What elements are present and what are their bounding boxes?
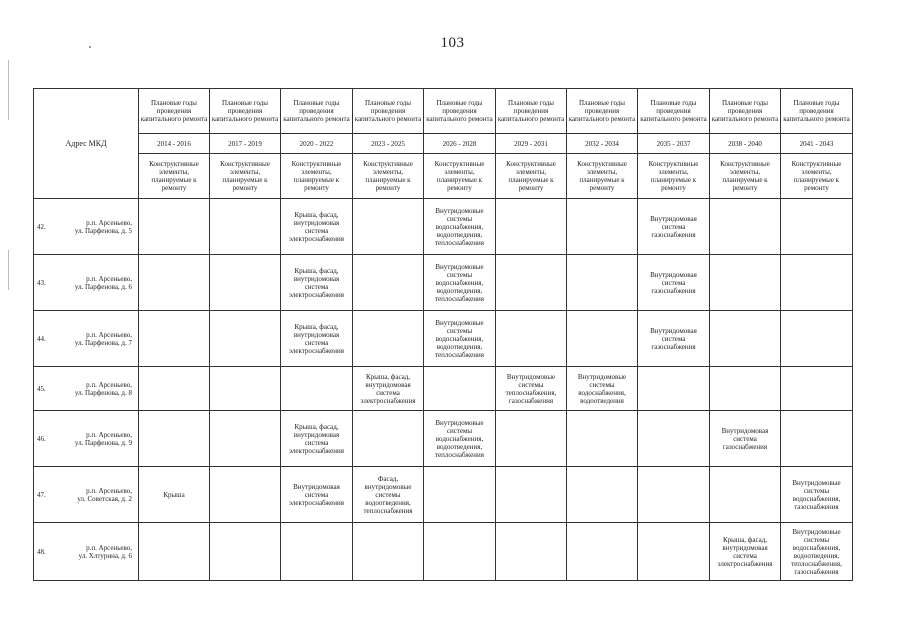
repair-cell [424, 467, 496, 523]
elements-header: Конструктивные элементы, планируемые к ремонту [353, 154, 424, 199]
repair-cell [781, 311, 853, 367]
table-row [34, 411, 853, 467]
repair-cell [353, 255, 424, 311]
repair-cell [139, 523, 210, 581]
repair-cell [496, 411, 567, 467]
repair-cell [210, 311, 281, 367]
period-cell: 2035 - 2037 [638, 134, 710, 154]
repair-cell: Внутридомовые системы теплоснабжения, газоснабжения [496, 367, 567, 411]
repair-cell [496, 311, 567, 367]
elements-header: Конструктивные элементы, планируемые к ремонту [281, 154, 353, 199]
address-line-street: ул. Парфенова, д. 7 [74, 338, 132, 347]
repair-cell [638, 467, 710, 523]
plan-years-header: Плановые годы проведения капитального ремонта [424, 89, 496, 134]
address-line-street: ул. Советская, д. 2 [77, 494, 132, 503]
scan-edge-mark [8, 60, 9, 120]
repair-cell [353, 523, 424, 581]
address-line-settlement: р.п. Арсеньево, [86, 486, 132, 495]
period-cell: 2023 - 2025 [353, 134, 424, 154]
repair-cell [210, 411, 281, 467]
row-number: 42. [34, 199, 54, 255]
header-row-elements [34, 154, 853, 199]
period-cell: 2026 - 2028 [424, 134, 496, 154]
plan-years-header: Плановые годы проведения капитального ремонта [210, 89, 281, 134]
repair-cell: Внутридомовые системы водоснабжения, водоотведения, теплоснабжения, газоснабжения [781, 523, 853, 581]
repair-cell [710, 255, 781, 311]
repair-cell: Крыша [139, 467, 210, 523]
repair-cell: Внутридомовые системы водоснабжения, водоотведения, теплоснабжения [424, 255, 496, 311]
repair-cell [210, 523, 281, 581]
address-line-street: ул. Парфенова, д. 9 [74, 438, 132, 447]
table-row [34, 467, 853, 523]
repair-cell [353, 199, 424, 255]
table-row [34, 367, 853, 411]
repair-cell [281, 523, 353, 581]
elements-header: Конструктивные элементы, планируемые к ремонту [710, 154, 781, 199]
header-row-periods [34, 134, 853, 154]
repair-cell [638, 367, 710, 411]
capital-repair-schedule-table [33, 88, 853, 581]
repair-cell: Крыша, фасад, внутридомовая система электроснабжения [710, 523, 781, 581]
repair-cell [139, 367, 210, 411]
page-number: 103 [440, 35, 465, 51]
repair-cell [496, 523, 567, 581]
plan-years-header: Плановые годы проведения капитального ремонта [353, 89, 424, 134]
period-cell: 2017 - 2019 [210, 134, 281, 154]
repair-cell [496, 467, 567, 523]
address-line-street: ул. Парфенова, д. 5 [74, 226, 132, 235]
period-cell: 2032 - 2034 [567, 134, 638, 154]
repair-cell [424, 523, 496, 581]
elements-header: Конструктивные элементы, планируемые к ремонту [210, 154, 281, 199]
repair-cell: Крыша, фасад, внутридомовая система электроснабжения [281, 411, 353, 467]
address-cell [54, 367, 139, 411]
scan-speck [89, 46, 91, 48]
repair-cell [139, 255, 210, 311]
period-cell: 2041 - 2043 [781, 134, 853, 154]
plan-years-header: Плановые годы проведения капитального ремонта [781, 89, 853, 134]
scan-edge-mark [8, 250, 9, 290]
repair-cell [353, 411, 424, 467]
repair-cell [281, 367, 353, 411]
period-cell: 2014 - 2016 [139, 134, 210, 154]
elements-header: Конструктивные элементы, планируемые к ремонту [638, 154, 710, 199]
repair-cell: Крыша, фасад, внутридомовая система электроснабжения [281, 311, 353, 367]
repair-cell [638, 411, 710, 467]
repair-cell [424, 367, 496, 411]
repair-cell [567, 255, 638, 311]
plan-years-header: Плановые годы проведения капитального ремонта [496, 89, 567, 134]
repair-cell: Внутридомовые системы водоснабжения, водоотведения, теплоснабжения [424, 199, 496, 255]
table-row [34, 255, 853, 311]
address-cell [54, 467, 139, 523]
elements-header: Конструктивные элементы, планируемые к ремонту [424, 154, 496, 199]
address-line-street: ул. Парфенова, д. 8 [74, 388, 132, 397]
repair-cell: Внутридомовая система газоснабжения [638, 255, 710, 311]
elements-header: Конструктивные элементы, планируемые к ремонту [567, 154, 638, 199]
plan-years-header: Плановые годы проведения капитального ремонта [710, 89, 781, 134]
repair-cell: Крыша, фасад, внутридомовая система электроснабжения [353, 367, 424, 411]
row-number: 44. [34, 311, 54, 367]
repair-cell [496, 199, 567, 255]
repair-cell [710, 311, 781, 367]
repair-cell [638, 523, 710, 581]
address-line-street: ул. Парфенова, д. 6 [74, 282, 132, 291]
row-number: 47. [34, 467, 54, 523]
repair-cell [710, 199, 781, 255]
address-line-street: ул. Хлтурина, д. 6 [78, 551, 132, 560]
address-cell [54, 255, 139, 311]
repair-cell [210, 255, 281, 311]
address-header: Адрес МКД [34, 89, 139, 199]
repair-cell [781, 199, 853, 255]
repair-cell: Крыша, фасад, внутридомовая система электроснабжения [281, 199, 353, 255]
address-line-settlement: р.п. Арсеньево, [86, 430, 132, 439]
address-cell [54, 411, 139, 467]
address-cell [54, 311, 139, 367]
address-line-settlement: р.п. Арсеньево, [86, 330, 132, 339]
repair-cell [781, 411, 853, 467]
address-line-settlement: р.п. Арсеньево, [86, 218, 132, 227]
repair-cell: Внутридомовая система газоснабжения [638, 311, 710, 367]
repair-cell [567, 311, 638, 367]
plan-years-header: Плановые годы проведения капитального ремонта [281, 89, 353, 134]
elements-header: Конструктивные элементы, планируемые к ремонту [781, 154, 853, 199]
address-cell [54, 199, 139, 255]
table-row [34, 523, 853, 581]
elements-header: Конструктивные элементы, планируемые к ремонту [496, 154, 567, 199]
repair-cell [139, 411, 210, 467]
repair-cell [567, 523, 638, 581]
plan-years-header: Плановые годы проведения капитального ремонта [567, 89, 638, 134]
repair-cell [567, 411, 638, 467]
plan-years-header: Плановые годы проведения капитального ремонта [139, 89, 210, 134]
period-cell: 2029 - 2031 [496, 134, 567, 154]
repair-cell [710, 367, 781, 411]
repair-cell: Фасад, внутридомовые системы водоотведения, теплоснабжения [353, 467, 424, 523]
address-cell [54, 523, 139, 581]
table-row [34, 311, 853, 367]
repair-cell: Внутридомовая система газоснабжения [710, 411, 781, 467]
period-cell: 2020 - 2022 [281, 134, 353, 154]
repair-cell [781, 255, 853, 311]
table-body [34, 199, 853, 581]
repair-cell [210, 199, 281, 255]
repair-cell: Внутридомовые системы водоснабжения, водоотведения, теплоснабжения [424, 411, 496, 467]
repair-cell [139, 199, 210, 255]
table-row [34, 199, 853, 255]
repair-cell [353, 311, 424, 367]
repair-cell [139, 311, 210, 367]
repair-cell: Внутридомовые системы водоснабжения, водоотведения, теплоснабжения [424, 311, 496, 367]
plan-years-header: Плановые годы проведения капитального ремонта [638, 89, 710, 134]
repair-cell: Внутридомовая система электроснабжения [281, 467, 353, 523]
repair-cell [210, 467, 281, 523]
row-number: 46. [34, 411, 54, 467]
row-number: 48. [34, 523, 54, 581]
address-line-settlement: р.п. Арсеньево, [86, 543, 132, 552]
row-number: 45. [34, 367, 54, 411]
repair-cell: Крыша, фасад, внутридомовая система электроснабжения [281, 255, 353, 311]
address-line-settlement: р.п. Арсеньево, [86, 274, 132, 283]
elements-header: Конструктивные элементы, планируемые к ремонту [139, 154, 210, 199]
repair-cell [567, 467, 638, 523]
repair-cell: Внутридомовые системы водоснабжения, водоотведения [567, 367, 638, 411]
header-row-plan [34, 89, 853, 134]
repair-cell [210, 367, 281, 411]
repair-cell [781, 367, 853, 411]
address-line-settlement: р.п. Арсеньево, [86, 380, 132, 389]
repair-cell [567, 199, 638, 255]
repair-cell: Внутридомовая система газоснабжения [638, 199, 710, 255]
repair-cell [496, 255, 567, 311]
row-number: 43. [34, 255, 54, 311]
period-cell: 2038 - 2040 [710, 134, 781, 154]
repair-cell [710, 467, 781, 523]
repair-cell: Внутридомовые системы водоснабжения, газоснабжения [781, 467, 853, 523]
